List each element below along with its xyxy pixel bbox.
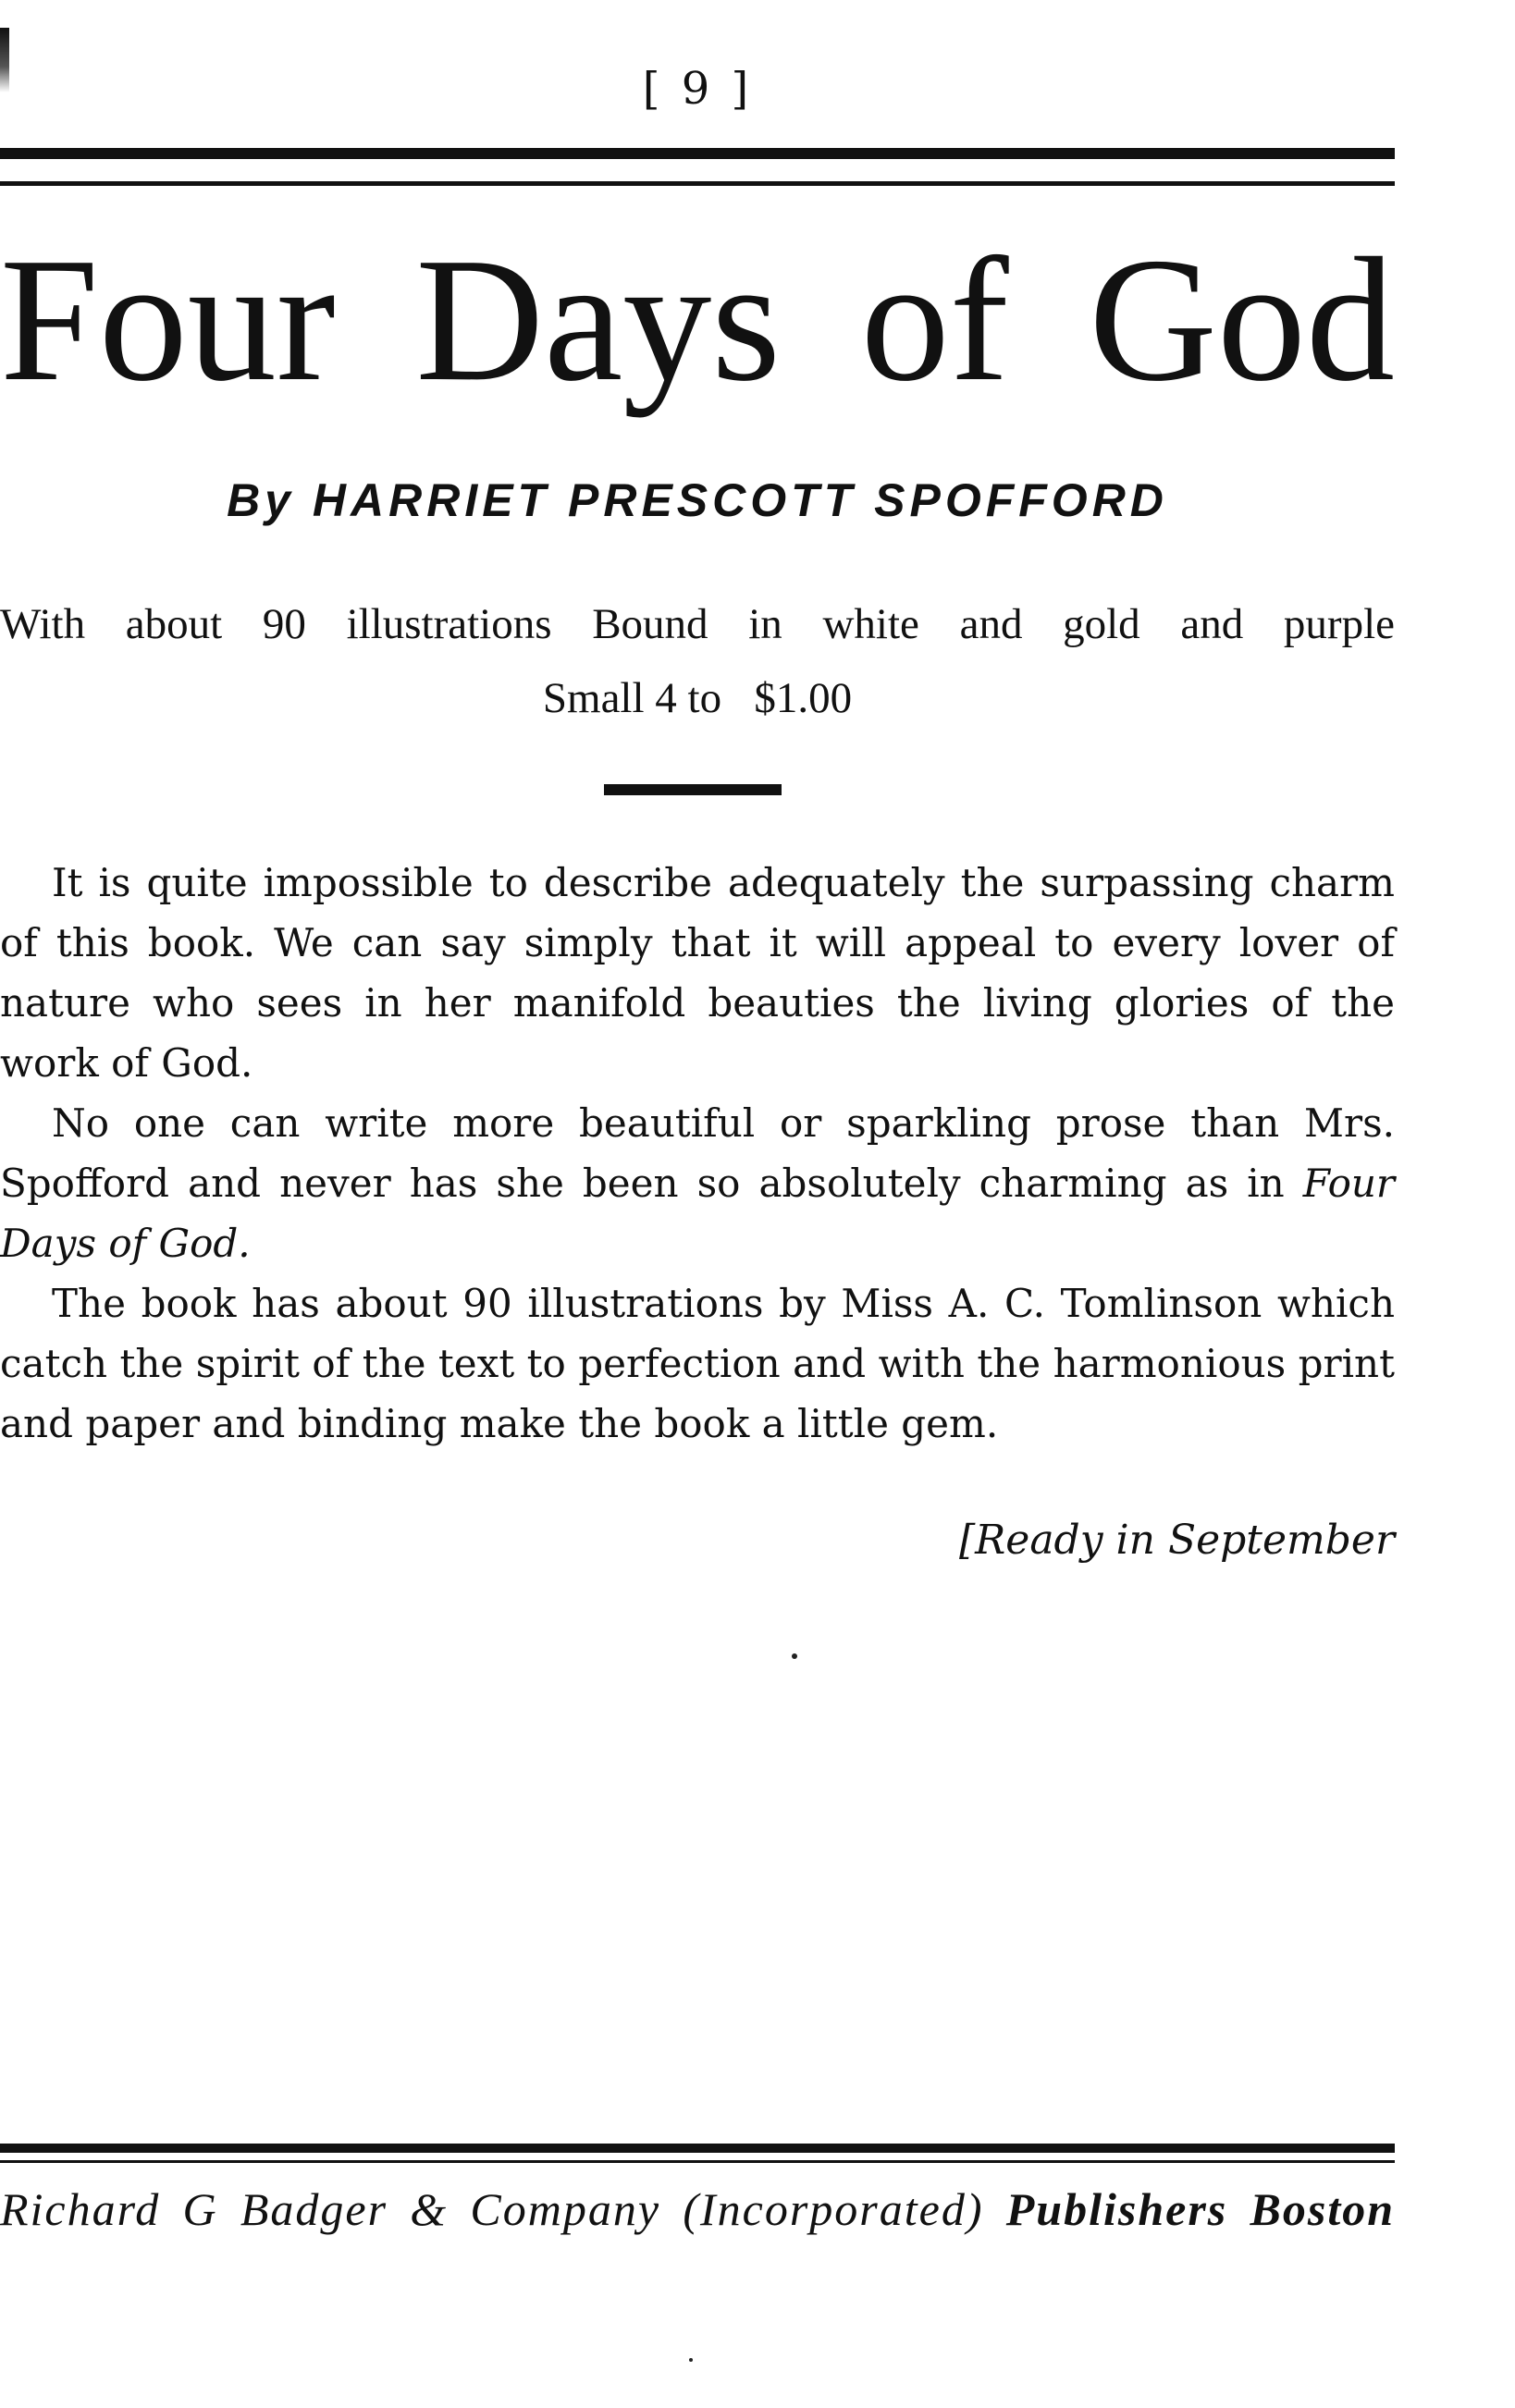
illustrations-note: With about 90 illustrations — [0, 600, 552, 648]
release-note: [Ready in September — [958, 1517, 1395, 1564]
description-paragraph: It is quite impossible to describe adequately the surpassing charm of this book. We can say simply that it will appeal to every lover of nature who sees in her manifold beauties the living glories of the work of God. — [0, 860, 1395, 1086]
publisher-imprint — [0, 2182, 1395, 2236]
publisher-location: Publishers Boston — [1005, 2183, 1396, 2235]
description-paragraph: The book has about 90 illustrations by Miss A. C. Tomlinson which catch the spirit of the text to perfection and with the harmonious print and paper and binding make the book a little gem. — [0, 1281, 1395, 1446]
book-title — [0, 221, 1395, 418]
print-speck — [689, 2358, 693, 2362]
paragraph-text: No one can write more beautiful or sparkling prose than Mrs. Spofford and never has she been so absolutely charming as in — [0, 1100, 1395, 1206]
publisher-name: Richard G Badger & Company (Incorporated) — [0, 2183, 984, 2235]
print-speck — [792, 1653, 797, 1659]
bottom-rule-thin — [0, 2160, 1395, 2163]
binding-note: Bound in white and gold and purple — [592, 600, 1395, 648]
title-word: of — [860, 221, 1009, 418]
top-rule-thick — [0, 148, 1395, 159]
page-number: [ 9 ] — [642, 63, 753, 115]
book-title-reference: Four Days of God. — [0, 1161, 1395, 1266]
title-word: Four — [0, 221, 336, 418]
description-paragraph — [0, 1093, 1395, 1273]
description — [0, 853, 1395, 1454]
top-rule-thin — [0, 181, 1395, 186]
bottom-rule-thick — [0, 2144, 1395, 2153]
title-word: Days — [415, 221, 781, 418]
edition-details — [0, 599, 1395, 649]
format-price: Small 4 to $1.00 — [542, 674, 853, 722]
title-word: God — [1089, 221, 1395, 418]
author-byline: By HARRIET PRESCOTT SPOFFORD — [227, 474, 1168, 526]
section-divider — [604, 784, 782, 795]
